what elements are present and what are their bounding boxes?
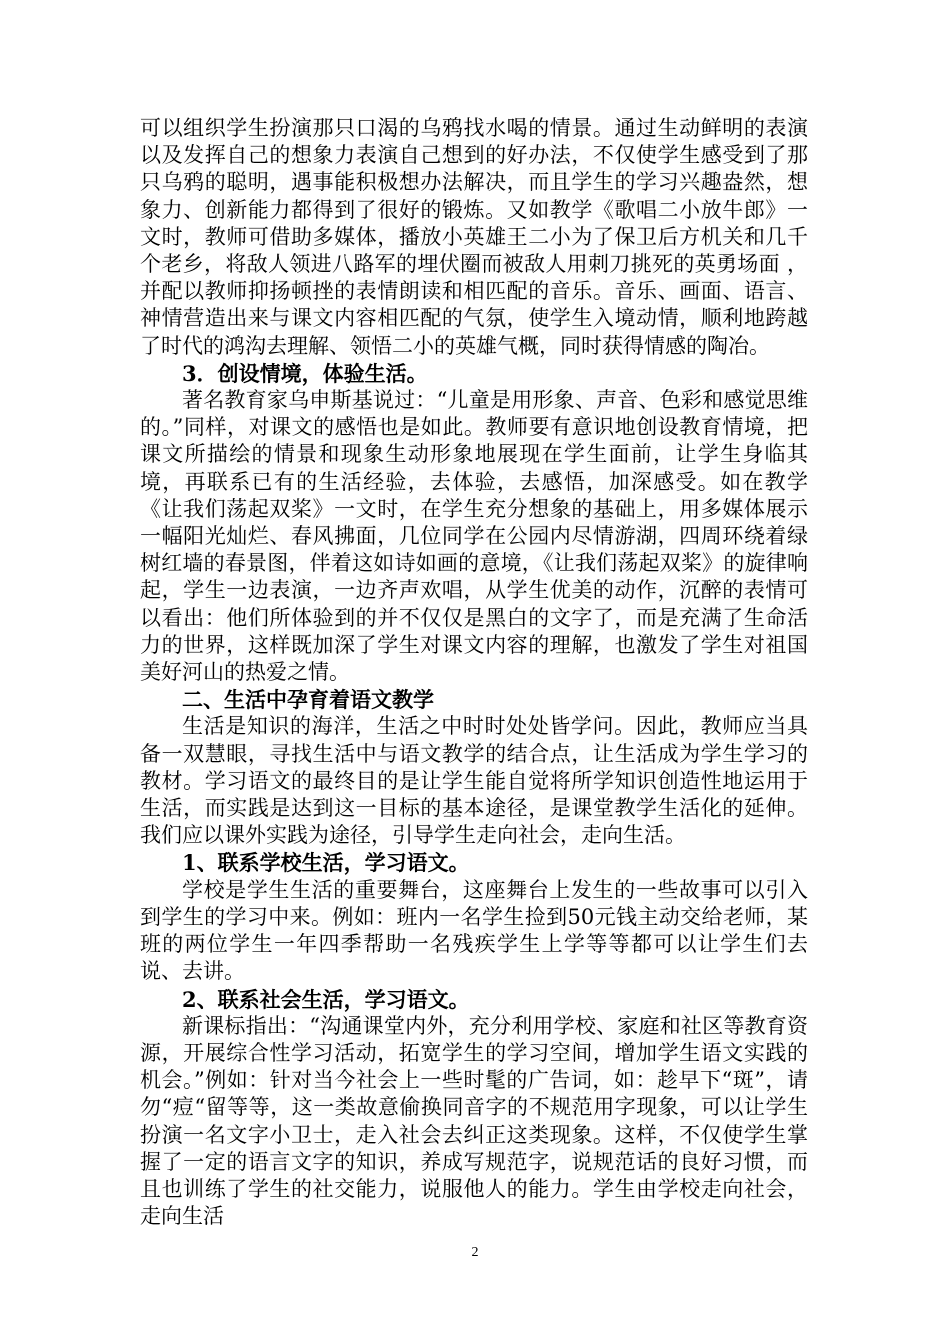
paragraph-continued: 可以组织学生扮演那只口渴的乌鸦找水喝的情景。通过生动鲜明的表演以及发挥自己的想象力表演自己想到的好办法，不仅使学生感受到了那只乌鸦的聪明，遇事能积极想办法解决，而且学生的学习兴趣盎然，想象力、创新能力都得到了很好的锻炼。又如教学《歌唱二小放牛郎》一文时，教师可借助多媒体，播放小英雄王二小为了保卫后方机关和几千个老乡，将敌人领进八路军的埋伏圈而被敌人用刺刀挑死的英勇场面 ，并配以教师抑扬顿挫的表情朗读和相匹配的音乐。音乐、画面、语言、神情营造出来与课文内容相匹配的气氛，使学生入境动情，顺利地跨越了时代的鸿沟去理解、领悟二小的英雄气概，同时获得情感的陶冶。 (140, 116, 808, 358)
paragraph: 新课标指出：“沟通课堂内外，充分利用学校、家庭和社区等教育资源，开展综合性学习活动，拓宽学生的学习空间，增加学生语文实践的机会。”例如：针对当今社会上一些时髦的广告词，如：趁早下“斑”，请勿“痘“留等等，这一类故意偷换同音字的不规范用字现象，可以让学生扮演一名文字小卫士，走入社会去纠正这类现象。这样，不仅使学生掌握了一定的语言文字的知识，养成写规范字，说规范话的良好习惯，而且也训练了学生的社交能力，说服他人的能力。学生由学校走向社会，走向生活 (140, 1013, 808, 1229)
section-heading: 1、联系学校生活，学习语文。 (182, 850, 470, 876)
paragraph: 学校是学生生活的重要舞台，这座舞台上发生的一些故事可以引入到学生的学习中来。例如：班内一名学生捡到50元钱主动交给老师，某班的两位学生一年四季帮助一名残疾学生上学等等都可以让学生们去说、去讲。 (140, 877, 808, 984)
section-heading: 3．创设情境，体验生活。 (182, 360, 428, 386)
paragraph: 著名教育家乌申斯基说过：“儿童是用形象、声音、色彩和感觉思维的。”同样，对课文的感悟也是如此。教师要有意识地创设教育情境，把课文所描绘的情景和现象生动形象地展现在学生面前，让学生身临其境，再联系已有的生活经验，去体验，去感悟，加深感受。如在教学《让我们荡起双桨》一文时，在学生充分想象的基础上，用多媒体展示一幅阳光灿烂、春风拂面，几位同学在公园内尽情游湖，四周环绕着绿树红墙的春景图，伴着这如诗如画的意境，《让我们荡起双桨》的旋律响起，学生一边表演，一边齐声欢唱，从学生优美的动作，沉醉的表情可以看出：他们所体验到的并不仅仅是黑白的文字了，而是充满了生命活力的世界，这样既加深了学生对课文内容的理解，也激发了学生对祖国美好河山的热爱之情。 (140, 388, 808, 685)
page-number: 2 (471, 1245, 479, 1260)
paragraph: 生活是知识的海洋，生活之中时时处处皆学问。因此，教师应当具备一双慧眼，寻找生活中与语文教学的结合点，让生活成为学生学习的教材。学习语文的最终目的是让学生能自觉将所学知识创造性地运用于生活，而实践是达到这一目标的基本途径，是课堂教学生活化的延伸。我们应以课外实践为途径，引导学生走向社会，走向生活。 (140, 714, 808, 848)
section-heading: 2、联系社会生活，学习语文。 (182, 986, 470, 1012)
section-heading: 二、生活中孕育着语文教学 (182, 687, 434, 713)
document-body (140, 115, 808, 1230)
